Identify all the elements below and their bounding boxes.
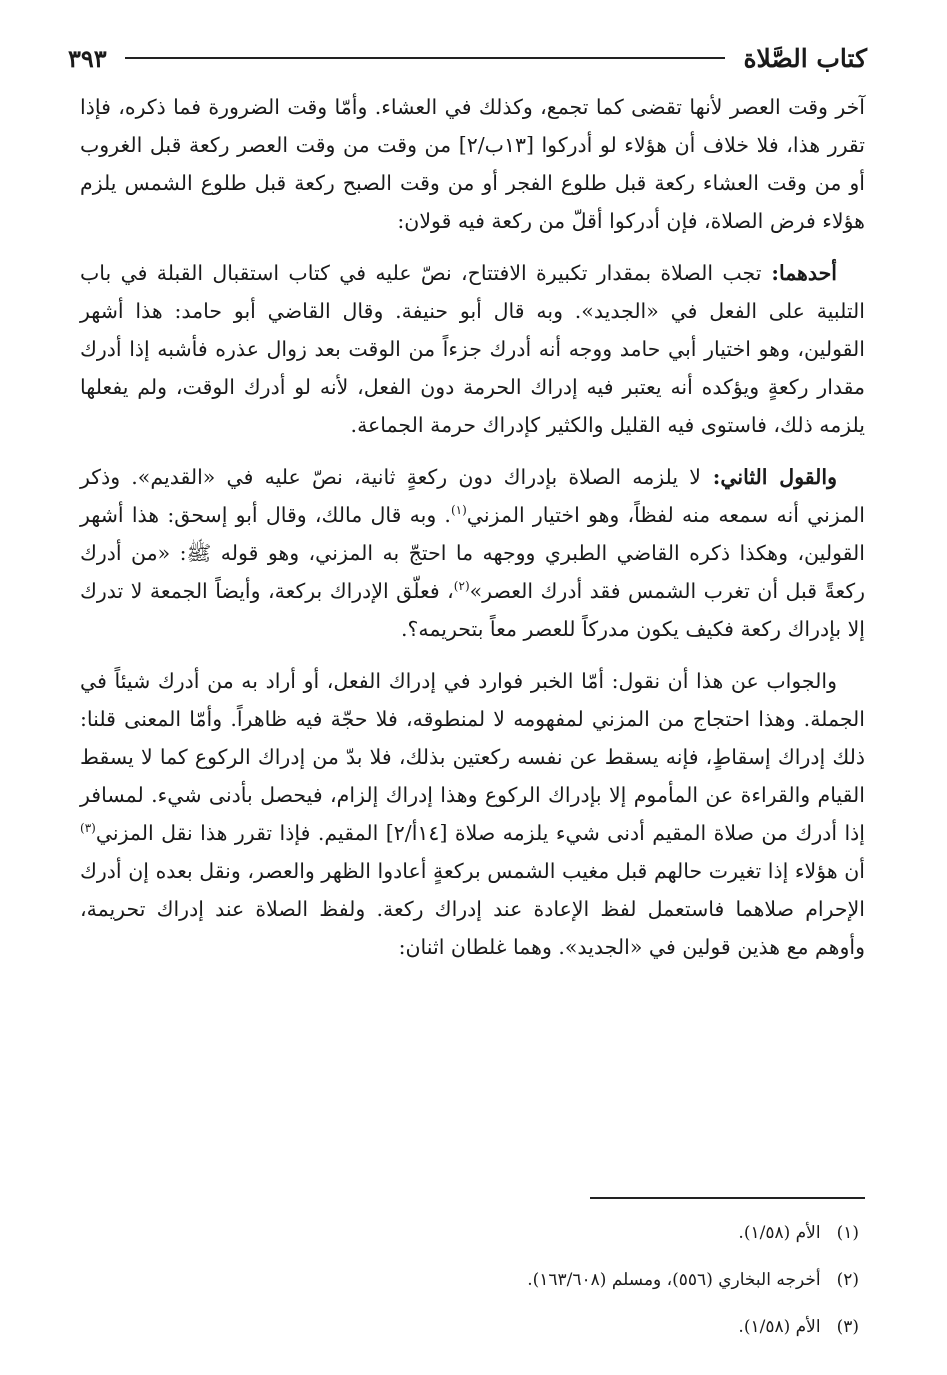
footnote-number: (١) xyxy=(836,1223,859,1243)
header-rule xyxy=(125,57,726,59)
footnotes xyxy=(80,1210,859,1351)
paragraph-lead: أحدهما: xyxy=(761,261,837,285)
paragraph-text: . وبه قال مالك، وقال أبو إسحق: هذا أشهر القولين، وهكذا ذكره القاضي الطبري ووجهه ما احتجّ به المزني، وهو قوله ﷺ: «من أدرك ركعةً قبل أن تغرب الشمس فقد أدرك العصر» xyxy=(80,503,865,603)
paragraph-3 xyxy=(80,458,865,648)
footnote-number: (٣) xyxy=(836,1317,859,1337)
paragraph-text: والجواب عن هذا أن نقول: أمّا الخبر فوارد في إدراك الفعل، أو أراد به من أدرك شيئاً في الجملة. وهذا احتجاج من المزني لمفهومه لا لمنطوقه، فلا حجّة فيه ظاهراً. وأمّا المعنى قلنا: ذلك إدراك إسقاطٍ، فإنه يسقط عن نفسه ركعتين بذلك، فلا بدّ من إدراك الركوع كما لا يسقط القيام والقراءة عن المأموم إلا بإدراك الركوع وهذا إدراك إلزام، فيحصل بأدنى شيء. لمسافر إذا أدرك من صلاة المقيم أدنى شيء يلزمه صلاة [١٤أ/٢] المقيم. فإذا تقرر هذا نقل المزني xyxy=(80,669,865,845)
running-title: كتاب الصَّلاة xyxy=(743,43,867,73)
footnote-ref-1: (١) xyxy=(450,503,467,518)
footnote-ref-3: (٣) xyxy=(80,821,96,836)
footnote-ref-2: (٢) xyxy=(453,579,470,594)
footnote-text: الأم (١/٥٨). xyxy=(738,1223,821,1243)
main-text xyxy=(80,88,865,980)
footnote-1 xyxy=(80,1210,859,1257)
footnote-text: أخرجه البخاري (٥٥٦)، ومسلم (١٦٣/٦٠٨). xyxy=(527,1270,821,1290)
paragraph-text: تجب الصلاة بمقدار تكبيرة الافتتاح، نصّ عليه في كتاب استقبال القبلة في باب التلبية على الفعل في «الجديد». وبه قال أبو حنيفة. وقال القاضي أبو حامد: هذا أشهر القولين، وهو اختيار أبي حامد ووجه أنه أدرك جزءاً من الوقت بعد زوال عذره فأشبه إذا أدرك مقدار ركعةٍ ويؤكده أنه يعتبر فيه إدراك الحرمة دون الفعل، لأنه لو أدرك الوقت، ولم يفعلها يلزمه ذلك، فاستوى فيه القليل والكثير كإدراك حرمة الجماعة. xyxy=(80,261,865,437)
paragraph-lead: والقول الثاني: xyxy=(700,465,837,489)
footnote-2 xyxy=(80,1257,859,1304)
paragraph-4 xyxy=(80,662,865,966)
paragraph-1 xyxy=(80,88,865,240)
footnote-number: (٢) xyxy=(836,1270,859,1290)
footnote-text: الأم (١/٥٨). xyxy=(738,1317,821,1337)
paragraph-text: ، فعلّق الإدراك بركعة، وأيضاً الجمعة لا تدرك إلا بإدراك ركعة فكيف يكون مدركاً للعصر معاً بتحريمه؟. xyxy=(80,579,865,641)
paragraph-text: أن هؤلاء إذا تغيرت حالهم قبل مغيب الشمس بركعةٍ أعادوا الظهر والعصر، ونقل بعده إن أدرك الإحرام صلاهما فاستعمل لفظ الإعادة عند إدراك ركعة. ولفظ الصلاة عند إدراك تحريمة، وأوهم مع هذين قولين في «الجديد». وهما غلطان اثنان: xyxy=(80,859,865,959)
paragraph-text: لا يلزمه الصلاة بإدراك دون ركعةٍ ثانية، نصّ عليه في «القديم». وذكر المزني أنه سمعه منه لفظاً، وهو اختيار المزني xyxy=(80,465,865,527)
footnote-3 xyxy=(80,1304,859,1351)
paragraph-2 xyxy=(80,254,865,444)
page-header xyxy=(68,38,867,78)
footnote-separator xyxy=(590,1197,865,1199)
page-number: ٣٩٣ xyxy=(68,43,107,73)
paragraph-text: آخر وقت العصر لأنها تقضى كما تجمع، وكذلك في العشاء. وأمّا وقت الضرورة فما ذكره، فإذا تقرر هذا، فلا خلاف أن هؤلاء لو أدركوا [١٣ب/٢] من وقت من وقت العصر ركعة قبل الغروب أو من وقت العشاء ركعة قبل طلوع الفجر أو من وقت الصبح ركعة قبل طلوع الشمس يلزم هؤلاء فرض الصلاة، فإن أدركوا أقلّ من ركعة فيه قولان: xyxy=(80,95,865,233)
